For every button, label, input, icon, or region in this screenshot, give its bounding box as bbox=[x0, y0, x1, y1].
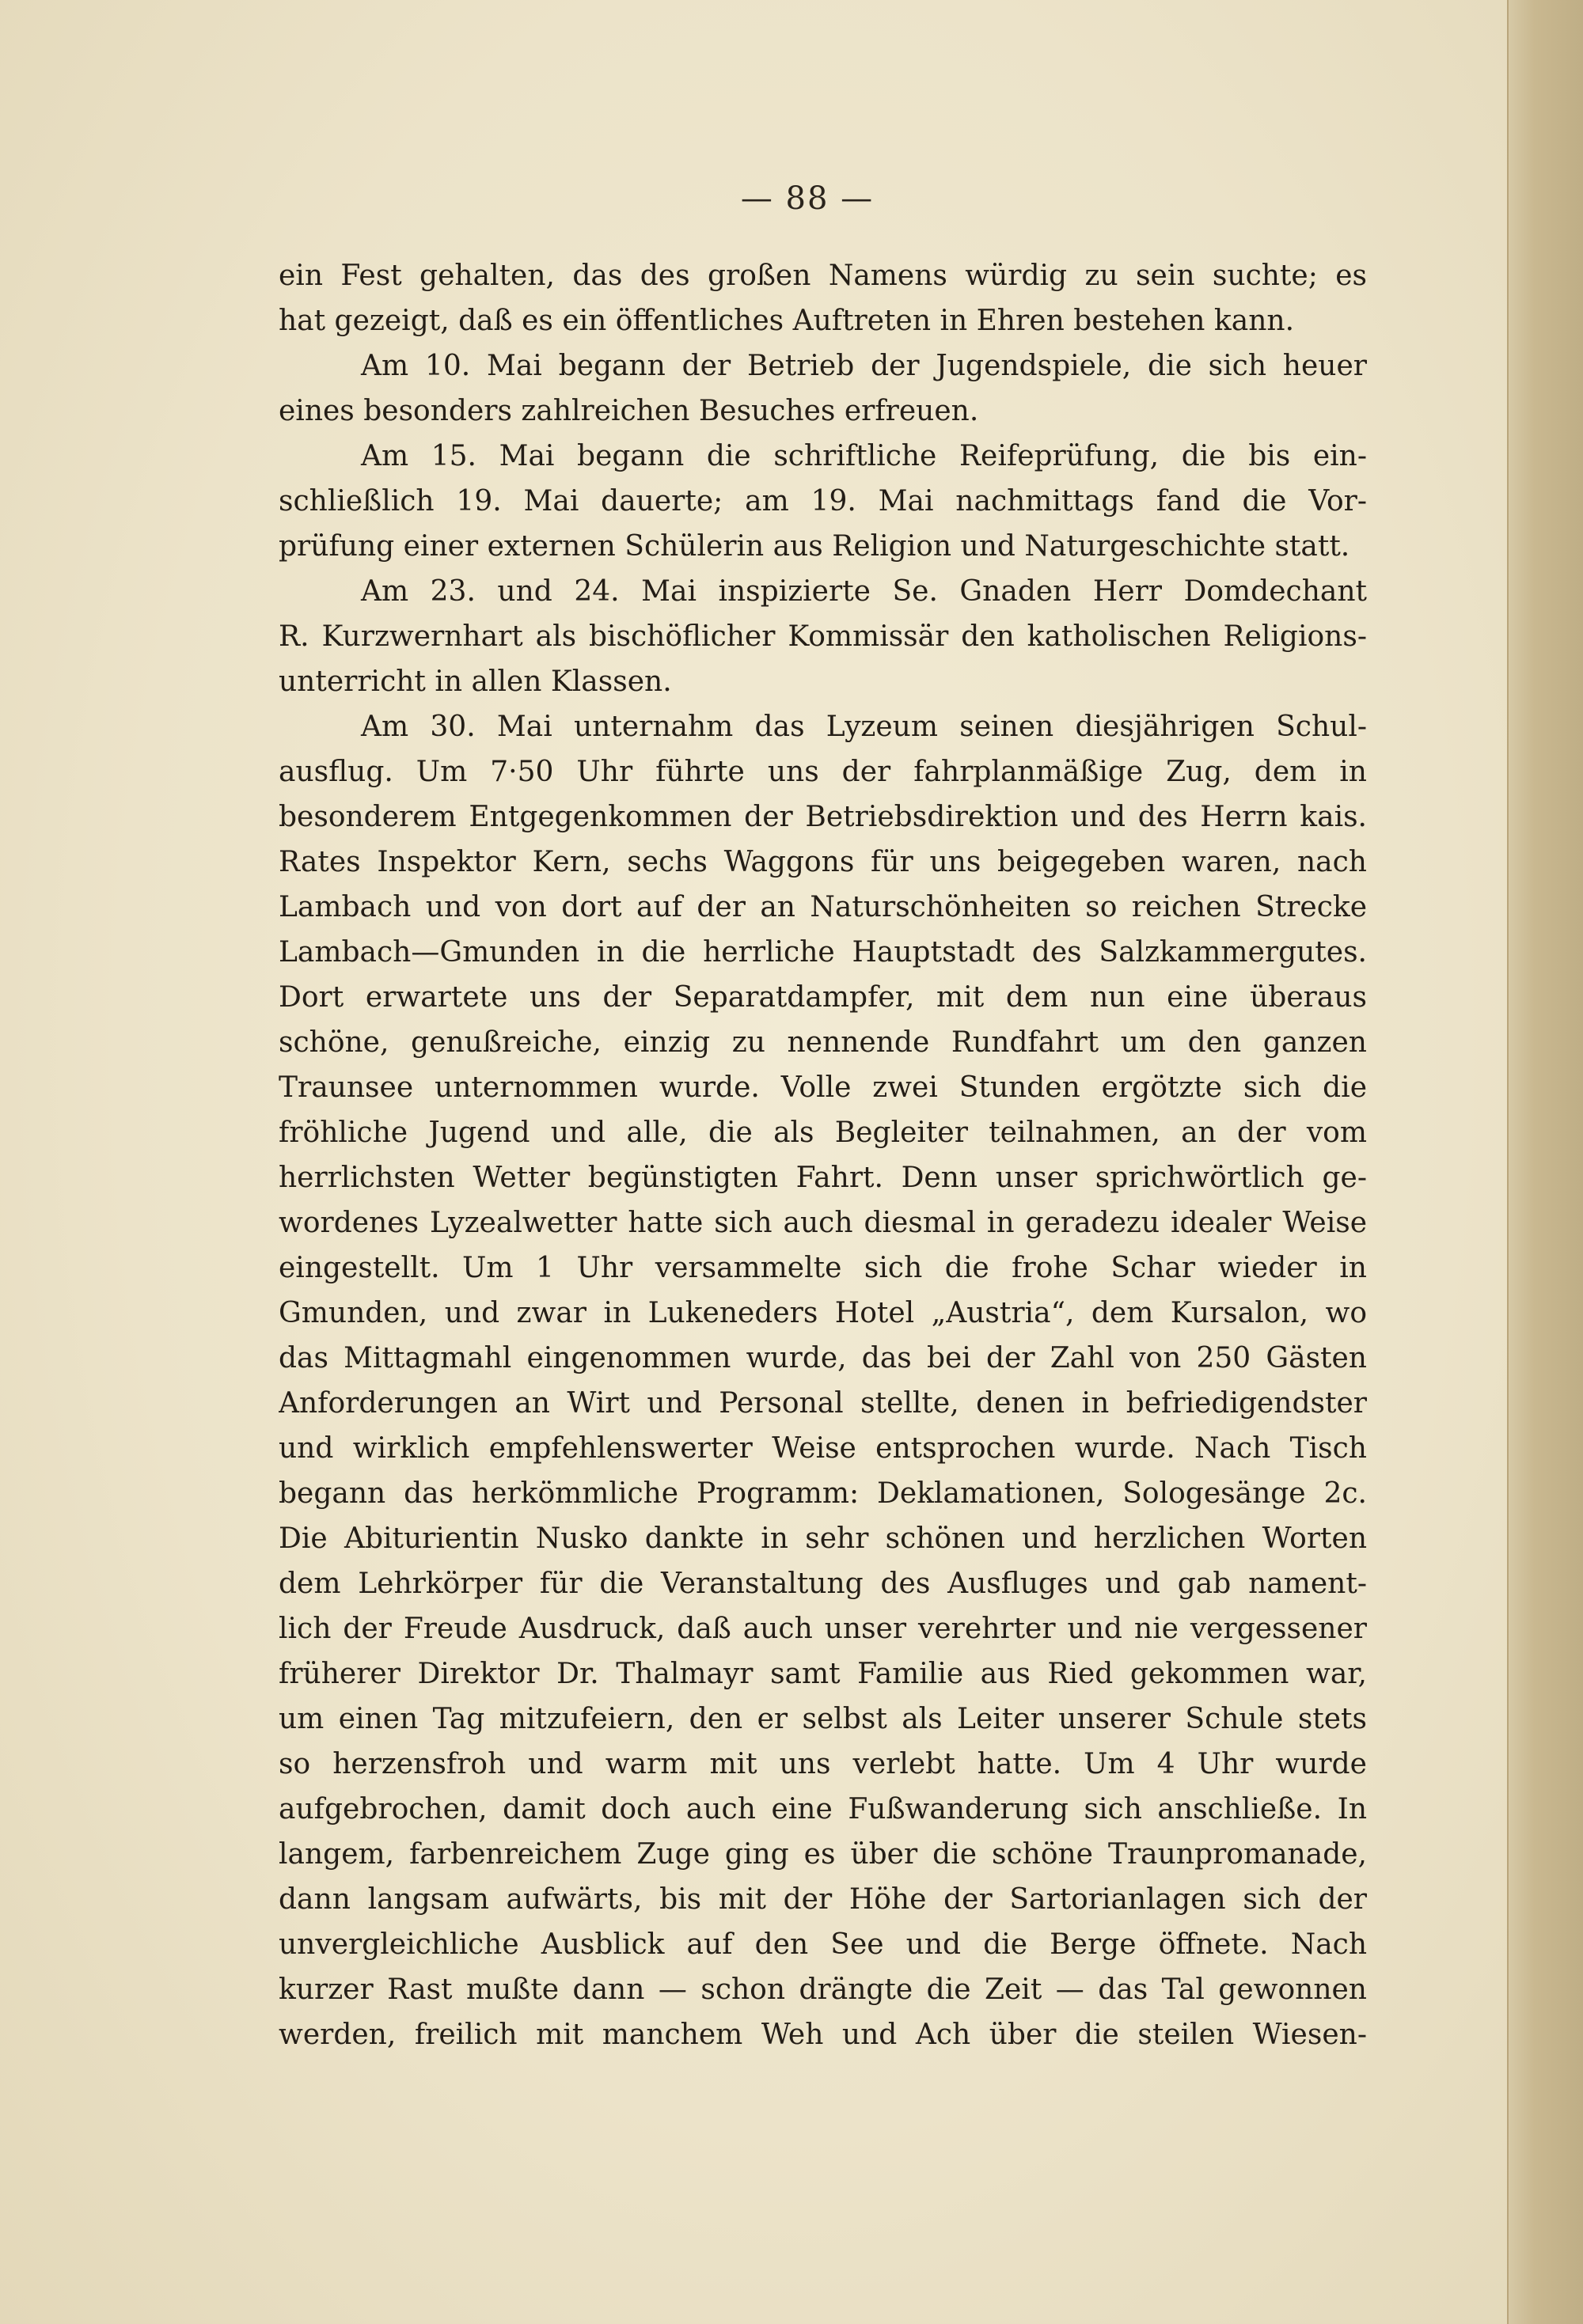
text-line: Anforderungen an Wirt und Personal stellte, denen in befriedigendster bbox=[279, 1387, 1367, 1420]
text-line: schließlich 19. Mai dauerte; am 19. Mai nachmittags fand die Vor- bbox=[279, 485, 1367, 517]
text-line: dann langsam aufwärts, bis mit der Höhe der Sartorianlagen sich der bbox=[279, 1883, 1367, 1916]
text-line: Am 23. und 24. Mai inspizierte Se. Gnaden Herr Domdechant bbox=[361, 575, 1367, 608]
text-line: dem Lehrkörper für die Veranstaltung des Ausfluges und gab nament- bbox=[279, 1568, 1367, 1600]
text-line: und wirklich empfehlenswerter Weise entsprochen wurde. Nach Tisch bbox=[279, 1432, 1367, 1465]
text-line: Lambach und von dort auf der an Naturschönheiten so reichen Strecke bbox=[279, 891, 1367, 923]
text-line: eines besonders zahlreichen Besuches erfreuen. bbox=[279, 395, 979, 427]
text-line: begann das herkömmliche Programm: Deklamationen, Sologesänge 2c. bbox=[279, 1477, 1367, 1510]
text-line: das Mittagmahl eingenommen wurde, das bei der Zahl von 250 Gästen bbox=[279, 1342, 1367, 1374]
text-line: Gmunden, und zwar in Lukeneders Hotel „Austria“, dem Kursalon, wo bbox=[279, 1297, 1367, 1329]
text-line: aufgebrochen, damit doch auch eine Fußwanderung sich anschließe. In bbox=[279, 1793, 1367, 1825]
text-line: Am 10. Mai begann der Betrieb der Jugendspiele, die sich heuer bbox=[361, 350, 1367, 382]
text-line: lich der Freude Ausdruck, daß auch unser verehrter und nie vergessener bbox=[279, 1613, 1367, 1645]
text-line: fröhliche Jugend und alle, die als Begleiter teilnahmen, an der vom bbox=[279, 1117, 1367, 1149]
text-line: herrlichsten Wetter begünstigten Fahrt. Denn unser sprichwörtlich ge- bbox=[279, 1162, 1367, 1194]
text-line: Dort erwartete uns der Separatdampfer, mit dem nun eine überaus bbox=[279, 981, 1367, 1014]
page-number: — 88 — bbox=[740, 180, 875, 217]
text-line: Die Abiturientin Nusko dankte in sehr schönen und herzlichen Worten bbox=[279, 1522, 1367, 1555]
text-line: ein Fest gehalten, das des großen Namens würdig zu sein suchte; es bbox=[279, 260, 1367, 292]
text-line: Am 15. Mai begann die schriftliche Reifeprüfung, die bis ein- bbox=[361, 440, 1367, 472]
text-line: unterricht in allen Klassen. bbox=[279, 665, 672, 698]
text-line: kurzer Rast mußte dann — schon drängte die Zeit — das Tal gewonnen bbox=[279, 1973, 1367, 2006]
text-line: früherer Direktor Dr. Thalmayr samt Familie aus Ried gekommen war, bbox=[279, 1658, 1367, 1690]
text-line: Am 30. Mai unternahm das Lyzeum seinen diesjährigen Schul- bbox=[361, 711, 1367, 743]
text-line: prüfung einer externen Schülerin aus Religion und Naturgeschichte statt. bbox=[279, 530, 1350, 563]
text-line: Rates Inspektor Kern, sechs Waggons für uns beigegeben waren, nach bbox=[279, 846, 1367, 878]
text-line: wordenes Lyzealwetter hatte sich auch diesmal in geradezu idealer Weise bbox=[279, 1207, 1367, 1239]
page-edge bbox=[1507, 0, 1583, 2324]
text-line: um einen Tag mitzufeiern, den er selbst als Leiter unserer Schule stets bbox=[279, 1703, 1367, 1735]
text-line: unvergleichliche Ausblick auf den See und die Berge öffnete. Nach bbox=[279, 1928, 1367, 1961]
body-text bbox=[279, 253, 1367, 2057]
text-line: R. Kurzwernhart als bischöflicher Kommissär den katholischen Religions- bbox=[279, 620, 1367, 653]
text-line: schöne, genußreiche, einzig zu nennende Rundfahrt um den ganzen bbox=[279, 1026, 1367, 1059]
text-line: so herzensfroh und warm mit uns verlebt hatte. Um 4 Uhr wurde bbox=[279, 1748, 1367, 1780]
text-line: hat gezeigt, daß es ein öffentliches Auftreten in Ehren bestehen kann. bbox=[279, 305, 1295, 337]
text-line: langem, farbenreichem Zuge ging es über die schöne Traunpromanade, bbox=[279, 1838, 1367, 1871]
text-line: ausflug. Um 7·50 Uhr führte uns der fahrplanmäßige Zug, dem in bbox=[279, 756, 1367, 788]
text-line: Traunsee unternommen wurde. Volle zwei Stunden ergötzte sich die bbox=[279, 1071, 1367, 1104]
text-line: eingestellt. Um 1 Uhr versammelte sich die frohe Schar wieder in bbox=[279, 1252, 1367, 1284]
text-line: Lambach—Gmunden in die herrliche Hauptstadt des Salzkammergutes. bbox=[279, 936, 1367, 969]
text-line: werden, freilich mit manchem Weh und Ach über die steilen Wiesen- bbox=[279, 2019, 1367, 2051]
text-line: besonderem Entgegenkommen der Betriebsdirektion und des Herrn kais. bbox=[279, 801, 1367, 833]
